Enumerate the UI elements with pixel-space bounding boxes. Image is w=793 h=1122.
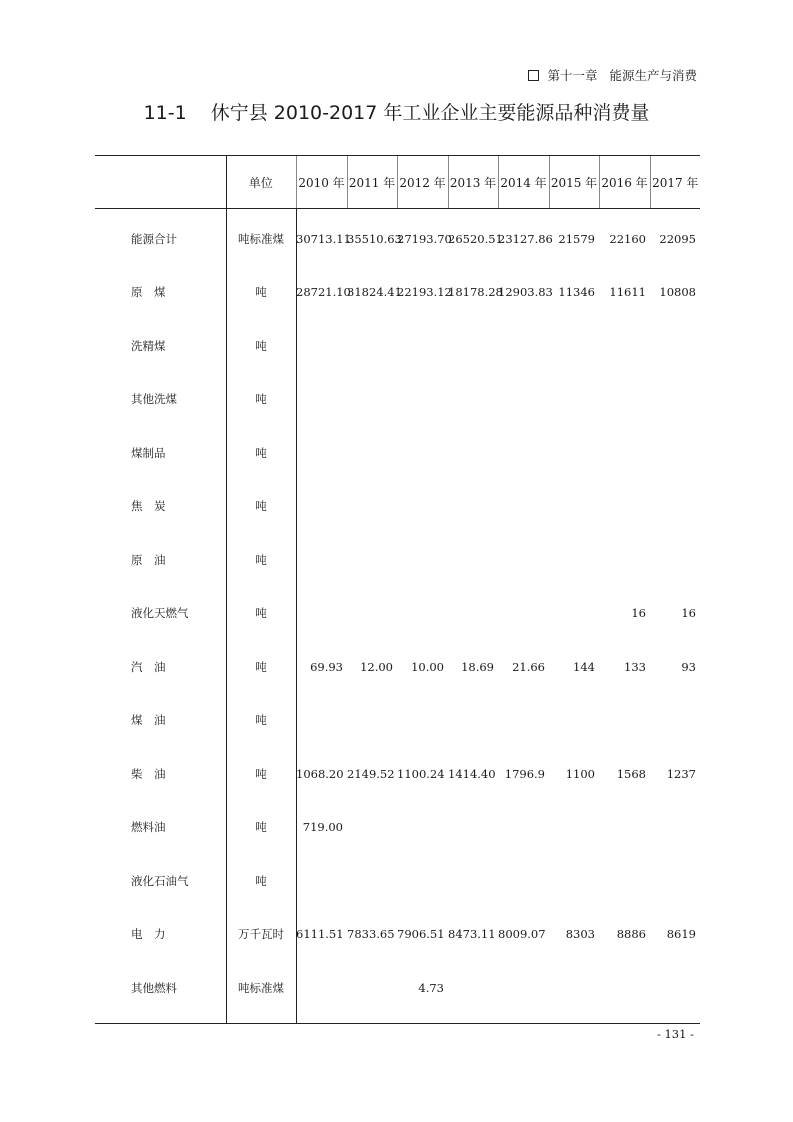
chapter-title: 能源生产与消费 — [609, 68, 697, 83]
value-cell — [650, 319, 700, 373]
value-cell: 8473.11 — [448, 927, 496, 942]
value-cell: 22095 — [659, 231, 696, 246]
value-cell — [599, 426, 650, 480]
value-cell — [448, 587, 498, 641]
value-cell — [448, 533, 498, 587]
value-cell — [498, 373, 549, 427]
value-cell — [599, 533, 650, 587]
row-item-name: 其他洗煤 — [131, 392, 177, 407]
value-cell: 7906.51 — [397, 927, 445, 942]
row-unit: 吨标准煤 — [238, 231, 284, 246]
value-cell: 133 — [624, 659, 646, 674]
value-cell — [347, 961, 397, 1015]
value-cell — [296, 426, 347, 480]
value-cell — [498, 694, 549, 748]
value-cell — [448, 319, 498, 373]
value-cell: 10808 — [659, 285, 696, 300]
value-cell — [599, 854, 650, 908]
value-cell — [296, 961, 347, 1015]
value-cell: 16 — [631, 606, 646, 621]
value-cell: 7833.65 — [347, 927, 395, 942]
value-cell — [397, 854, 448, 908]
value-cell — [397, 426, 448, 480]
row-unit: 吨 — [255, 820, 267, 835]
value-cell — [397, 587, 448, 641]
row-unit: 吨 — [255, 659, 267, 674]
value-cell: 28721.10 — [296, 285, 351, 300]
value-cell: 18.69 — [461, 659, 494, 674]
table-row — [95, 373, 700, 427]
item-column-header — [95, 156, 226, 208]
value-cell — [296, 854, 347, 908]
value-cell — [549, 587, 599, 641]
value-cell — [347, 480, 397, 534]
chapter-header — [528, 66, 697, 84]
year-column-header: 2012 年 — [397, 156, 448, 208]
table-code: 11-1 — [143, 102, 187, 124]
table-row — [95, 587, 700, 641]
unit-column-header: 单位 — [248, 175, 273, 190]
table-row — [95, 747, 700, 801]
row-unit: 吨 — [255, 392, 267, 407]
value-cell: 1568 — [616, 766, 646, 781]
row-item-name: 汽 油 — [131, 659, 166, 674]
value-cell: 35510.63 — [347, 231, 402, 246]
year-column-header: 2013 年 — [448, 156, 498, 208]
table-row — [95, 908, 700, 962]
value-cell — [448, 854, 498, 908]
table-row — [95, 801, 700, 855]
row-unit: 吨 — [255, 552, 267, 567]
value-cell — [296, 480, 347, 534]
table-row — [95, 854, 700, 908]
value-cell: 8303 — [565, 927, 595, 942]
value-cell — [599, 694, 650, 748]
row-item-name: 原 油 — [131, 552, 166, 567]
value-cell — [448, 801, 498, 855]
value-cell: 11346 — [558, 285, 595, 300]
value-cell — [296, 319, 347, 373]
value-cell — [599, 319, 650, 373]
row-item-name: 电 力 — [131, 927, 166, 942]
value-cell: 21579 — [558, 231, 595, 246]
value-cell: 93 — [681, 659, 696, 674]
value-cell: 8886 — [616, 927, 646, 942]
value-cell — [650, 854, 700, 908]
value-cell — [347, 854, 397, 908]
value-cell — [549, 373, 599, 427]
table-bottom-rule — [95, 1023, 700, 1024]
year-column-header: 2016 年 — [599, 156, 650, 208]
row-item-name: 能源合计 — [131, 231, 177, 246]
value-cell — [650, 961, 700, 1015]
row-item-name: 焦 炭 — [131, 499, 166, 514]
value-cell: 23127.86 — [498, 231, 553, 246]
value-cell — [397, 480, 448, 534]
value-cell: 11611 — [609, 285, 646, 300]
value-cell — [549, 961, 599, 1015]
value-cell — [397, 801, 448, 855]
square-bullet-icon — [528, 70, 539, 81]
page-number: - 131 - — [656, 1027, 694, 1041]
value-cell — [599, 373, 650, 427]
row-unit: 万千瓦时 — [238, 927, 284, 942]
table-row — [95, 694, 700, 748]
row-unit: 吨 — [255, 338, 267, 353]
value-cell — [296, 533, 347, 587]
value-cell — [549, 854, 599, 908]
table-title: 休宁县 2010-2017 年工业企业主要能源品种消费量 — [210, 102, 650, 124]
value-cell — [397, 694, 448, 748]
value-cell — [347, 587, 397, 641]
chapter-label: 第十一章 — [547, 68, 598, 83]
table-row — [95, 266, 700, 320]
year-column-header: 2017 年 — [650, 156, 700, 208]
table-row — [95, 319, 700, 373]
value-cell — [498, 961, 549, 1015]
value-cell: 719.00 — [302, 820, 343, 835]
row-item-name: 煤 油 — [131, 713, 166, 728]
value-cell — [347, 694, 397, 748]
value-cell — [650, 533, 700, 587]
value-cell: 22193.12 — [397, 285, 452, 300]
value-cell — [448, 694, 498, 748]
table-row — [95, 961, 700, 1015]
value-cell — [347, 373, 397, 427]
value-cell: 12903.83 — [498, 285, 553, 300]
value-cell — [650, 801, 700, 855]
value-cell: 1100 — [565, 766, 595, 781]
table-row — [95, 640, 700, 694]
value-cell — [498, 480, 549, 534]
table-row — [95, 208, 700, 266]
value-cell: 2149.52 — [347, 766, 395, 781]
row-item-name: 原 煤 — [131, 285, 166, 300]
row-unit: 吨 — [255, 445, 267, 460]
value-cell — [347, 533, 397, 587]
value-cell — [549, 801, 599, 855]
value-cell: 31824.41 — [347, 285, 402, 300]
value-cell — [397, 533, 448, 587]
value-cell — [296, 587, 347, 641]
row-unit: 吨 — [255, 285, 267, 300]
value-cell — [549, 694, 599, 748]
year-column-header: 2010 年 — [296, 156, 347, 208]
value-cell: 1796.9 — [504, 766, 545, 781]
value-cell — [448, 426, 498, 480]
value-cell — [599, 961, 650, 1015]
value-cell: 1237 — [666, 766, 696, 781]
value-cell: 27193.70 — [397, 231, 452, 246]
value-cell — [498, 801, 549, 855]
row-unit: 吨 — [255, 873, 267, 888]
value-cell — [347, 801, 397, 855]
year-column-header: 2015 年 — [549, 156, 599, 208]
value-cell — [599, 801, 650, 855]
value-cell: 18178.28 — [448, 285, 503, 300]
row-item-name: 其他燃料 — [131, 980, 177, 995]
value-cell — [549, 533, 599, 587]
table-row — [95, 480, 700, 534]
value-cell — [549, 426, 599, 480]
row-item-name: 燃料油 — [131, 820, 166, 835]
row-unit: 吨 — [255, 606, 267, 621]
value-cell: 8619 — [666, 927, 696, 942]
value-cell — [498, 319, 549, 373]
value-cell: 1414.40 — [448, 766, 496, 781]
value-cell: 6111.51 — [296, 927, 344, 942]
row-unit: 吨 — [255, 766, 267, 781]
value-cell — [448, 480, 498, 534]
row-unit: 吨 — [255, 713, 267, 728]
row-item-name: 洗精煤 — [131, 338, 166, 353]
year-column-header: 2014 年 — [498, 156, 549, 208]
value-cell — [347, 426, 397, 480]
value-cell: 69.93 — [310, 659, 343, 674]
value-cell — [549, 480, 599, 534]
value-cell — [397, 319, 448, 373]
row-unit: 吨 — [255, 499, 267, 514]
value-cell: 21.66 — [512, 659, 545, 674]
value-cell — [650, 480, 700, 534]
value-cell: 1100.24 — [397, 766, 445, 781]
value-cell: 22160 — [609, 231, 646, 246]
value-cell — [650, 373, 700, 427]
value-cell: 12.00 — [360, 659, 393, 674]
value-cell: 26520.51 — [448, 231, 503, 246]
year-column-header: 2011 年 — [347, 156, 397, 208]
value-cell: 16 — [681, 606, 696, 621]
value-cell: 10.00 — [411, 659, 444, 674]
row-item-name: 液化石油气 — [131, 873, 189, 888]
value-cell — [498, 854, 549, 908]
value-cell — [498, 533, 549, 587]
value-cell — [650, 694, 700, 748]
value-cell — [549, 319, 599, 373]
table-row — [95, 426, 700, 480]
row-item-name: 煤制品 — [131, 445, 166, 460]
value-cell — [650, 426, 700, 480]
value-cell: 30713.11 — [296, 231, 351, 246]
table-header-row — [95, 156, 700, 208]
value-cell: 4.73 — [418, 980, 444, 995]
energy-consumption-table — [95, 156, 700, 1015]
value-cell — [448, 373, 498, 427]
value-cell — [498, 587, 549, 641]
value-cell — [599, 480, 650, 534]
row-item-name: 液化天燃气 — [131, 606, 189, 621]
value-cell — [498, 426, 549, 480]
value-cell: 144 — [573, 659, 595, 674]
value-cell: 1068.20 — [296, 766, 344, 781]
value-cell — [448, 961, 498, 1015]
table-row — [95, 533, 700, 587]
value-cell — [347, 319, 397, 373]
value-cell — [397, 373, 448, 427]
row-item-name: 柴 油 — [131, 766, 166, 781]
row-unit: 吨标准煤 — [238, 980, 284, 995]
value-cell — [296, 373, 347, 427]
page-title — [0, 98, 793, 125]
value-cell: 8009.07 — [498, 927, 546, 942]
value-cell — [296, 694, 347, 748]
